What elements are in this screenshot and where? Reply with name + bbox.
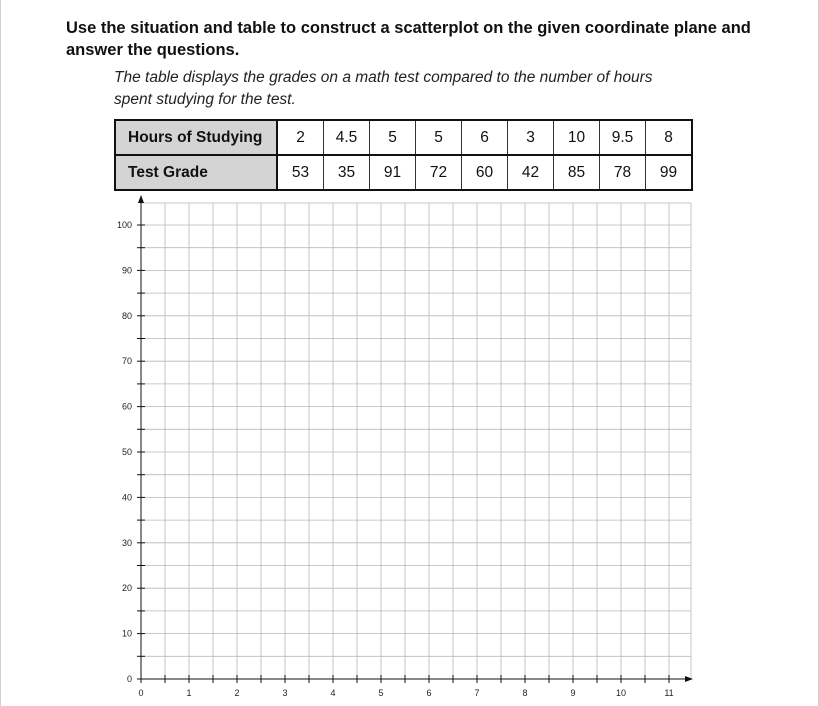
instruction-line-1: Use the situation and table to construct a scatterplot on the given coordinate plane and bbox=[66, 19, 751, 37]
table-cell: 60 bbox=[462, 155, 508, 190]
x-tick-label: 5 bbox=[378, 688, 384, 698]
y-tick-label: 50 bbox=[121, 447, 132, 457]
table-cell: 85 bbox=[554, 155, 600, 190]
y-tick-label: 40 bbox=[121, 492, 132, 503]
table-header-grade: Test Grade bbox=[115, 155, 277, 190]
table-cell: 72 bbox=[416, 155, 462, 190]
x-tick-label: 6 bbox=[426, 688, 432, 698]
y-tick-label: 0 bbox=[126, 674, 132, 684]
x-tick-label: 9 bbox=[570, 688, 576, 698]
y-tick-label: 20 bbox=[121, 583, 132, 594]
x-axis-arrow bbox=[685, 676, 693, 682]
description-line-2: spent studying for the test. bbox=[114, 91, 296, 108]
table-cell: 10 bbox=[554, 120, 600, 155]
y-tick-label: 80 bbox=[121, 310, 132, 321]
x-tick-label: 7 bbox=[474, 688, 480, 698]
y-axis-arrow bbox=[138, 195, 144, 203]
x-tick-label: 8 bbox=[522, 688, 528, 698]
y-tick-label: 30 bbox=[121, 537, 132, 548]
table-cell: 3 bbox=[508, 120, 554, 155]
y-tick-label: 100 bbox=[116, 220, 132, 230]
table-cell: 5 bbox=[416, 120, 462, 155]
y-tick-label: 60 bbox=[121, 401, 132, 412]
table-cell: 4.5 bbox=[324, 120, 370, 155]
grid-lines bbox=[141, 203, 691, 679]
x-tick-label: 3 bbox=[282, 688, 288, 698]
table-cell: 99 bbox=[646, 155, 693, 190]
table-cell: 35 bbox=[324, 155, 370, 190]
table-cell: 6 bbox=[462, 120, 508, 155]
table-cell: 78 bbox=[600, 155, 646, 190]
x-tick-label: 2 bbox=[234, 688, 240, 698]
tick-labels bbox=[117, 220, 674, 698]
x-tick-label: 10 bbox=[615, 688, 627, 698]
table-cell: 91 bbox=[370, 155, 416, 190]
axes bbox=[137, 195, 693, 683]
x-tick-label: 11 bbox=[664, 688, 674, 698]
y-tick-label: 90 bbox=[121, 265, 132, 276]
y-tick-label: 70 bbox=[121, 356, 132, 367]
x-tick-label: 4 bbox=[330, 688, 336, 698]
table-cell: 8 bbox=[646, 120, 693, 155]
instruction-line-2: answer the questions. bbox=[66, 41, 240, 59]
table-cell: 53 bbox=[277, 155, 324, 190]
x-tick-label: 0 bbox=[138, 688, 144, 698]
table-cell: 2 bbox=[277, 120, 324, 155]
table-header-hours: Hours of Studying bbox=[115, 120, 277, 155]
table-cell: 9.5 bbox=[600, 120, 646, 155]
table-cell: 5 bbox=[370, 120, 416, 155]
table-cell: 42 bbox=[508, 155, 554, 190]
description-line-1: The table displays the grades on a math test compared to the number of hours bbox=[114, 69, 653, 86]
x-tick-label: 1 bbox=[186, 688, 192, 698]
y-tick-label: 10 bbox=[121, 628, 132, 639]
